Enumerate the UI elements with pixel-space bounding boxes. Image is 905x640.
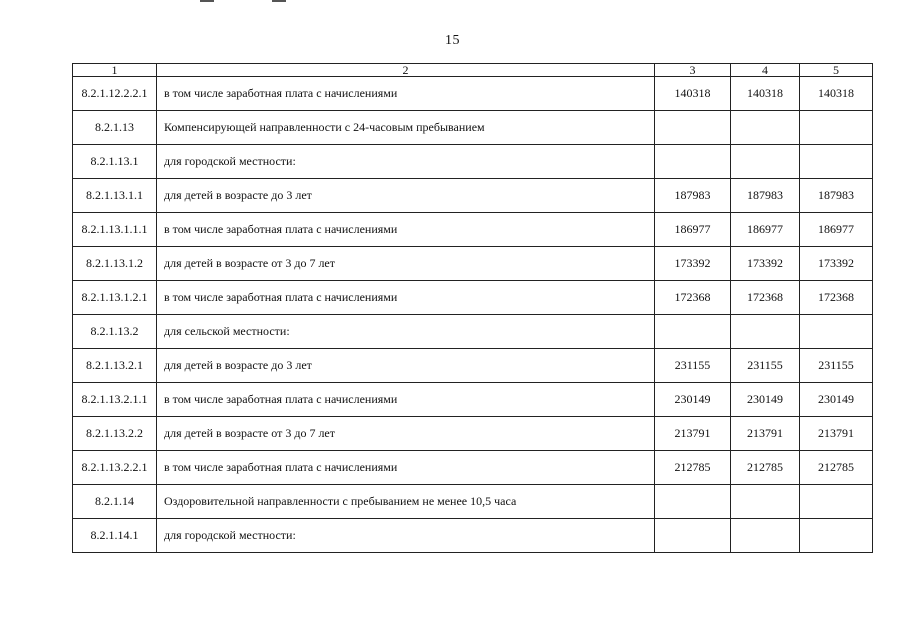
row-description-cell: в том числе заработная плата с начислениями	[157, 281, 655, 315]
row-value-col5-cell	[800, 519, 873, 553]
row-code-cell: 8.2.1.13.2	[73, 315, 157, 349]
scan-artifact	[272, 0, 286, 2]
row-value-col4-cell	[731, 315, 800, 349]
row-value-col5-cell: 213791	[800, 417, 873, 451]
row-value-col5-cell	[800, 315, 873, 349]
row-value-col4-cell: 230149	[731, 383, 800, 417]
row-description-cell: в том числе заработная плата с начислениями	[157, 213, 655, 247]
table-header-row	[73, 64, 873, 77]
row-value-col3-cell	[655, 315, 731, 349]
row-value-col5-cell	[800, 485, 873, 519]
table-row	[73, 179, 873, 213]
row-value-col4-cell	[731, 485, 800, 519]
row-value-col3-cell: 172368	[655, 281, 731, 315]
row-value-col5-cell: 172368	[800, 281, 873, 315]
row-value-col3-cell: 212785	[655, 451, 731, 485]
row-description-cell: для городской местности:	[157, 519, 655, 553]
row-value-col4-cell: 140318	[731, 77, 800, 111]
row-description-cell: Компенсирующей направленности с 24-часовым пребыванием	[157, 111, 655, 145]
row-value-col4-cell: 187983	[731, 179, 800, 213]
row-value-col5-cell: 230149	[800, 383, 873, 417]
row-description-cell: Оздоровительной направленности с пребыванием не менее 10,5 часа	[157, 485, 655, 519]
row-value-col4-cell	[731, 519, 800, 553]
row-value-col4-cell: 173392	[731, 247, 800, 281]
row-value-col5-cell: 212785	[800, 451, 873, 485]
row-value-col4-cell	[731, 145, 800, 179]
row-value-col4-cell	[731, 111, 800, 145]
row-description-cell: для детей в возрасте до 3 лет	[157, 349, 655, 383]
row-value-col3-cell: 213791	[655, 417, 731, 451]
header-cell-2: 2	[157, 64, 655, 77]
row-value-col3-cell: 231155	[655, 349, 731, 383]
row-value-col3-cell	[655, 485, 731, 519]
row-description-cell: для сельской местности:	[157, 315, 655, 349]
row-value-col4-cell: 231155	[731, 349, 800, 383]
row-value-col5-cell: 231155	[800, 349, 873, 383]
table-row	[73, 519, 873, 553]
row-code-cell: 8.2.1.13.1.1.1	[73, 213, 157, 247]
table-row	[73, 315, 873, 349]
row-code-cell: 8.2.1.13.2.1	[73, 349, 157, 383]
table-row	[73, 451, 873, 485]
table-row	[73, 281, 873, 315]
row-code-cell: 8.2.1.12.2.2.1	[73, 77, 157, 111]
table-row	[73, 417, 873, 451]
header-cell-1: 1	[73, 64, 157, 77]
row-value-col5-cell	[800, 145, 873, 179]
header-cell-4: 4	[731, 64, 800, 77]
table-row	[73, 349, 873, 383]
row-description-cell: для детей в возрасте от 3 до 7 лет	[157, 417, 655, 451]
table-row	[73, 485, 873, 519]
page-number: 15	[445, 33, 460, 48]
row-value-col5-cell: 186977	[800, 213, 873, 247]
row-value-col5-cell	[800, 111, 873, 145]
row-value-col4-cell: 186977	[731, 213, 800, 247]
row-value-col5-cell: 187983	[800, 179, 873, 213]
row-description-cell: в том числе заработная плата с начислениями	[157, 451, 655, 485]
row-value-col5-cell: 173392	[800, 247, 873, 281]
scan-artifact	[200, 0, 214, 2]
row-code-cell: 8.2.1.13.1.2	[73, 247, 157, 281]
row-code-cell: 8.2.1.13.2.2	[73, 417, 157, 451]
row-code-cell: 8.2.1.13.2.1.1	[73, 383, 157, 417]
row-value-col3-cell	[655, 111, 731, 145]
row-value-col3-cell: 173392	[655, 247, 731, 281]
header-cell-5: 5	[800, 64, 873, 77]
row-code-cell: 8.2.1.14	[73, 485, 157, 519]
row-description-cell: для городской местности:	[157, 145, 655, 179]
table-row	[73, 383, 873, 417]
table-row	[73, 213, 873, 247]
row-code-cell: 8.2.1.13.1.1	[73, 179, 157, 213]
row-code-cell: 8.2.1.13	[73, 111, 157, 145]
budget-table	[72, 63, 873, 553]
row-value-col3-cell	[655, 519, 731, 553]
row-value-col5-cell: 140318	[800, 77, 873, 111]
row-value-col3-cell	[655, 145, 731, 179]
row-value-col3-cell: 187983	[655, 179, 731, 213]
row-value-col3-cell: 140318	[655, 77, 731, 111]
row-value-col3-cell: 186977	[655, 213, 731, 247]
table-row	[73, 145, 873, 179]
row-value-col4-cell: 213791	[731, 417, 800, 451]
row-description-cell: в том числе заработная плата с начислениями	[157, 77, 655, 111]
row-value-col3-cell: 230149	[655, 383, 731, 417]
row-code-cell: 8.2.1.13.2.2.1	[73, 451, 157, 485]
row-code-cell: 8.2.1.13.1.2.1	[73, 281, 157, 315]
table-row	[73, 247, 873, 281]
row-value-col4-cell: 172368	[731, 281, 800, 315]
row-description-cell: для детей в возрасте до 3 лет	[157, 179, 655, 213]
table-row	[73, 77, 873, 111]
row-description-cell: для детей в возрасте от 3 до 7 лет	[157, 247, 655, 281]
row-description-cell: в том числе заработная плата с начислениями	[157, 383, 655, 417]
row-code-cell: 8.2.1.13.1	[73, 145, 157, 179]
row-code-cell: 8.2.1.14.1	[73, 519, 157, 553]
table-row	[73, 111, 873, 145]
row-value-col4-cell: 212785	[731, 451, 800, 485]
header-cell-3: 3	[655, 64, 731, 77]
